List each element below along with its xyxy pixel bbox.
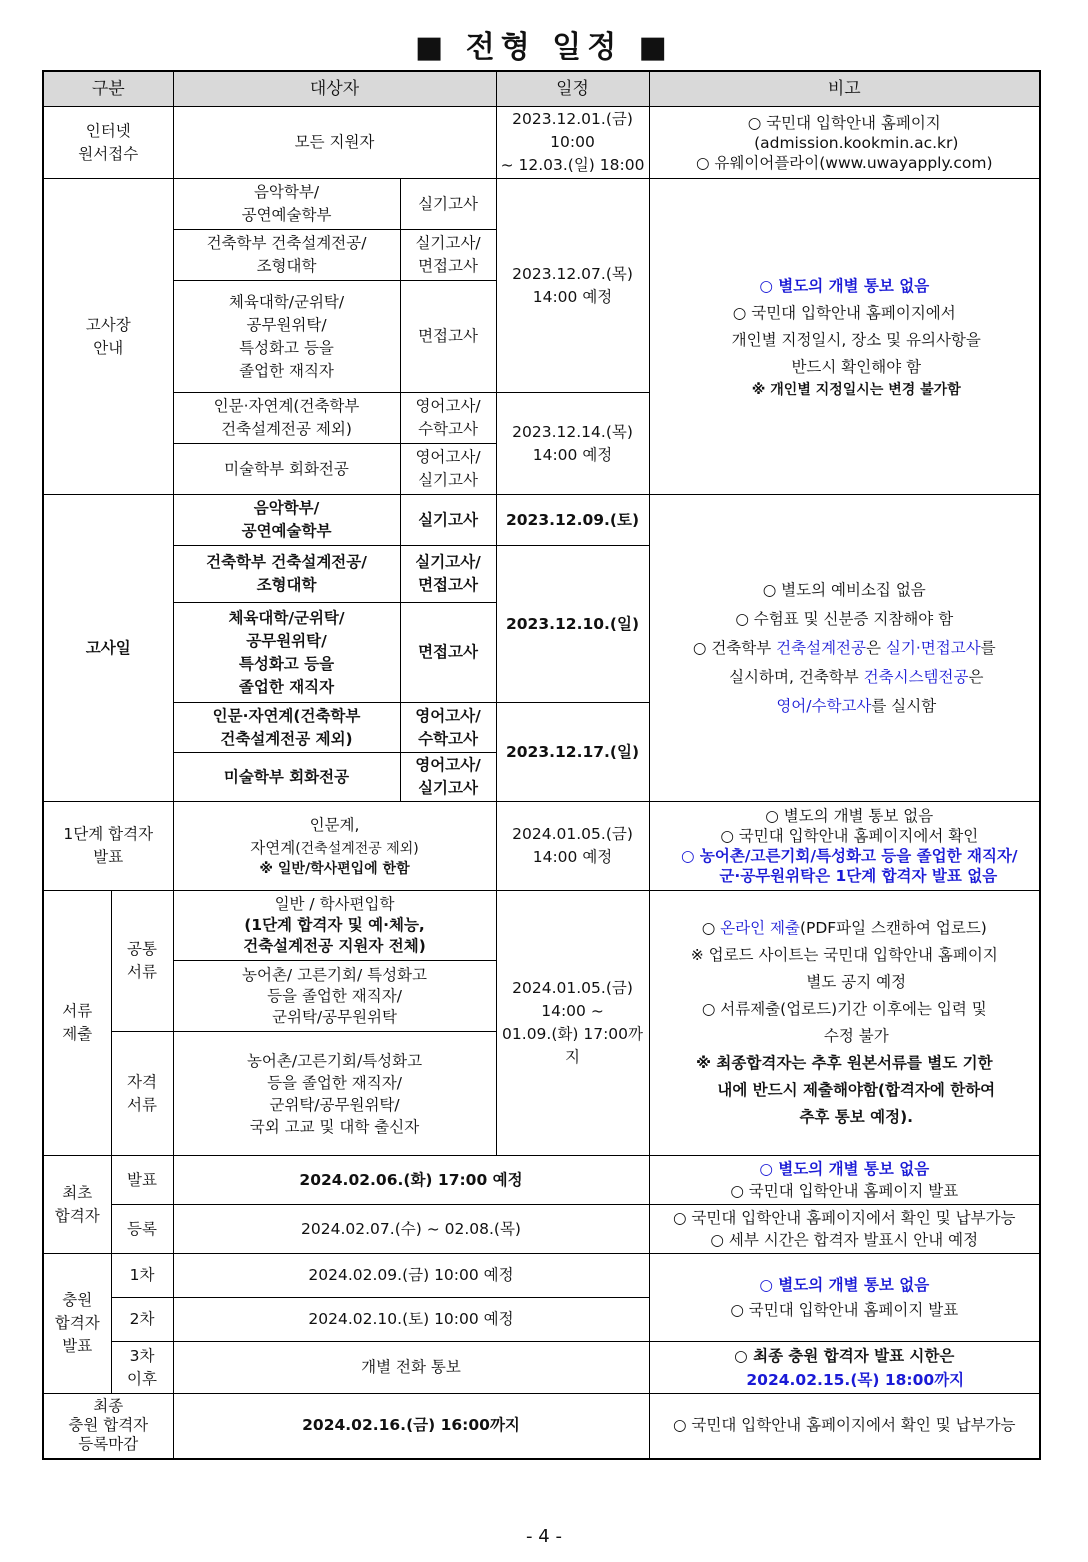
header-remarks: 비고 — [649, 71, 1040, 107]
extra-notes-3: ○ 최종 충원 합격자 발표 시한은 2024.02.15.(목) 18:00까지 — [649, 1342, 1040, 1394]
date-internet: 2023.12.01.(금) 10:00 ~ 12.03.(일) 18:00 — [496, 107, 649, 179]
first-register-date: 2024.02.07.(수) ~ 02.08.(목) — [173, 1205, 649, 1254]
first-register-label: 등록 — [111, 1205, 173, 1254]
venue-target-1: 음악학부/ 공연예술학부 — [173, 179, 400, 230]
header-row — [43, 71, 1040, 107]
schedule-table — [42, 70, 1041, 1460]
target-internet: 모든 지원자 — [173, 107, 496, 179]
docs-qual: 자격 서류 — [111, 1032, 173, 1156]
notes-docs: ○ 온라인 제출(PDF파일 스캔하여 업로드) ※ 업로드 사이트는 국민대 입학안내 홈페이지 별도 공지 예정 ○ 서류제출(업로드)기간 이후에는 입력 및 수정 불가 ※ 최종합격자는 추후 원본서류를 별도 기한 내에 반드시 제출해야함(합격자에 한하여 추후 통보 예정). — [649, 891, 1040, 1156]
venue-target-5: 미술학부 회화전공 — [173, 444, 400, 495]
final-date: 2024.02.16.(금) 16:00까지 — [173, 1394, 649, 1459]
examday-target-2: 건축학부 건축설계전공/ 조형대학 — [173, 546, 400, 603]
venue-exam-1: 실기고사 — [400, 179, 496, 230]
page-number: - 4 - — [526, 1526, 562, 1547]
cat-venue: 고사장 안내 — [43, 179, 173, 495]
cat-first: 최초 합격자 — [43, 1156, 111, 1254]
notes-internet: ○ 국민대 입학안내 홈페이지 (admission.kookmin.ac.kr) ○ 유웨이어플라이(www.uwayapply.com) — [649, 107, 1040, 179]
examday-date-2: 2023.12.10.(일) — [496, 546, 649, 703]
first-row-register — [43, 1205, 1040, 1254]
extra-row-1 — [43, 1254, 1040, 1298]
examday-row-1 — [43, 495, 1040, 546]
docs-common-target-2: 농어촌/ 고른기회/ 특성화고 등을 졸업한 재직자/ 군위탁/공무원위탁 — [173, 961, 496, 1032]
examday-date-3: 2023.12.17.(일) — [496, 703, 649, 802]
first-announce-notes: ○ 별도의 개별 통보 없음 ○ 국민대 입학안내 홈페이지 발표 — [649, 1156, 1040, 1205]
docs-qual-target: 농어촌/고른기회/특성화고 등을 졸업한 재직자/ 군위탁/공무원위탁/ 국외 고교 및 대학 출신자 — [173, 1032, 496, 1156]
venue-exam-3: 면접고사 — [400, 281, 496, 393]
first-register-notes: ○ 국민대 입학안내 홈페이지에서 확인 및 납부가능 ○ 세부 시간은 합격자 발표시 안내 예정 — [649, 1205, 1040, 1254]
extra-notes-12: ○ 별도의 개별 통보 없음 ○ 국민대 입학안내 홈페이지 발표 — [649, 1254, 1040, 1342]
notes-venue: ○ 별도의 개별 통보 없음 ○ 국민대 입학안내 홈페이지에서 개인별 지정일시, 장소 및 유의사항을 반드시 확인해야 함 ※ 개인별 지정일시는 변경 불가함 — [649, 179, 1040, 495]
venue-exam-2: 실기고사/ 면접고사 — [400, 230, 496, 281]
cat-examday: 고사일 — [43, 495, 173, 802]
page-title: ■ 전형 일정 ■ — [415, 30, 673, 65]
first-row-announce — [43, 1156, 1040, 1205]
notes-examday: ○ 별도의 예비소집 없음 ○ 수험표 및 신분증 지참해야 함 ○ 건축학부 건축설계전공은 실기·면접고사를 실시하며, 건축학부 건축시스템전공은 영어/수학고사를 실시함 — [649, 495, 1040, 802]
extra-date-2: 2024.02.10.(토) 10:00 예정 — [173, 1298, 649, 1342]
date-docs: 2024.01.05.(금) 14:00 ~ 01.09.(화) 17:00까지 — [496, 891, 649, 1156]
cat-internet: 인터넷 원서접수 — [43, 107, 173, 179]
notes-stage1: ○ 별도의 개별 통보 없음 ○ 국민대 입학안내 홈페이지에서 확인 ○ 농어촌/고른기회/특성화고 등을 졸업한 재직자/ 군·공무원위탁은 1단계 합격자 발표 없음 — [649, 802, 1040, 891]
examday-target-5: 미술학부 회화전공 — [173, 753, 400, 802]
docs-common-target-1: 일반 / 학사편입학 (1단계 합격자 및 예·체능, 건축설계전공 지원자 전체) — [173, 891, 496, 961]
first-announce-label: 발표 — [111, 1156, 173, 1205]
examday-exam-1: 실기고사 — [400, 495, 496, 546]
venue-target-4: 인문·자연계(건축학부 건축설계전공 제외) — [173, 393, 400, 444]
venue-target-3: 체육대학/군위탁/ 공무원위탁/ 특성화고 등을 졸업한 재직자 — [173, 281, 400, 393]
extra-label-2: 2차 — [111, 1298, 173, 1342]
cat-docs: 서류 제출 — [43, 891, 111, 1156]
examday-exam-3: 면접고사 — [400, 603, 496, 703]
extra-date-1: 2024.02.09.(금) 10:00 예정 — [173, 1254, 649, 1298]
header-target: 대상자 — [173, 71, 496, 107]
examday-target-3: 체육대학/군위탁/ 공무원위탁/ 특성화고 등을 졸업한 재직자 — [173, 603, 400, 703]
date-stage1: 2024.01.05.(금) 14:00 예정 — [496, 802, 649, 891]
extra-label-3: 3차 이후 — [111, 1342, 173, 1394]
extra-label-1: 1차 — [111, 1254, 173, 1298]
venue-exam-5: 영어고사/ 실기고사 — [400, 444, 496, 495]
examday-exam-4: 영어고사/ 수학고사 — [400, 703, 496, 753]
examday-target-4: 인문·자연계(건축학부 건축설계전공 제외) — [173, 703, 400, 753]
examday-exam-2: 실기고사/ 면접고사 — [400, 546, 496, 603]
first-announce-date: 2024.02.06.(화) 17:00 예정 — [173, 1156, 649, 1205]
examday-exam-5: 영어고사/ 실기고사 — [400, 753, 496, 802]
header-category: 구분 — [43, 71, 173, 107]
venue-target-2: 건축학부 건축설계전공/ 조형대학 — [173, 230, 400, 281]
venue-date-2: 2023.12.14.(목) 14:00 예정 — [496, 393, 649, 495]
row-stage1 — [43, 802, 1040, 891]
final-note: ○ 국민대 입학안내 홈페이지에서 확인 및 납부가능 — [649, 1394, 1040, 1459]
extra-date-3: 개별 전화 통보 — [173, 1342, 649, 1394]
examday-date-1: 2023.12.09.(토) — [496, 495, 649, 546]
venue-date-1: 2023.12.07.(목) 14:00 예정 — [496, 179, 649, 393]
cat-extra: 충원 합격자 발표 — [43, 1254, 111, 1394]
extra-row-3 — [43, 1342, 1040, 1394]
header-schedule: 일정 — [496, 71, 649, 107]
cat-final: 최종 충원 합격자 등록마감 — [43, 1394, 173, 1459]
venue-exam-4: 영어고사/ 수학고사 — [400, 393, 496, 444]
cat-stage1: 1단계 합격자 발표 — [43, 802, 173, 891]
examday-target-1: 음악학부/ 공연예술학부 — [173, 495, 400, 546]
row-final — [43, 1394, 1040, 1459]
docs-common: 공통 서류 — [111, 891, 173, 1032]
target-stage1: 인문계, 자연계(건축설계전공 제외) ※ 일반/학사편입에 한함 — [173, 802, 496, 891]
row-internet — [43, 107, 1040, 179]
venue-row-1 — [43, 179, 1040, 230]
docs-row-1 — [43, 891, 1040, 961]
